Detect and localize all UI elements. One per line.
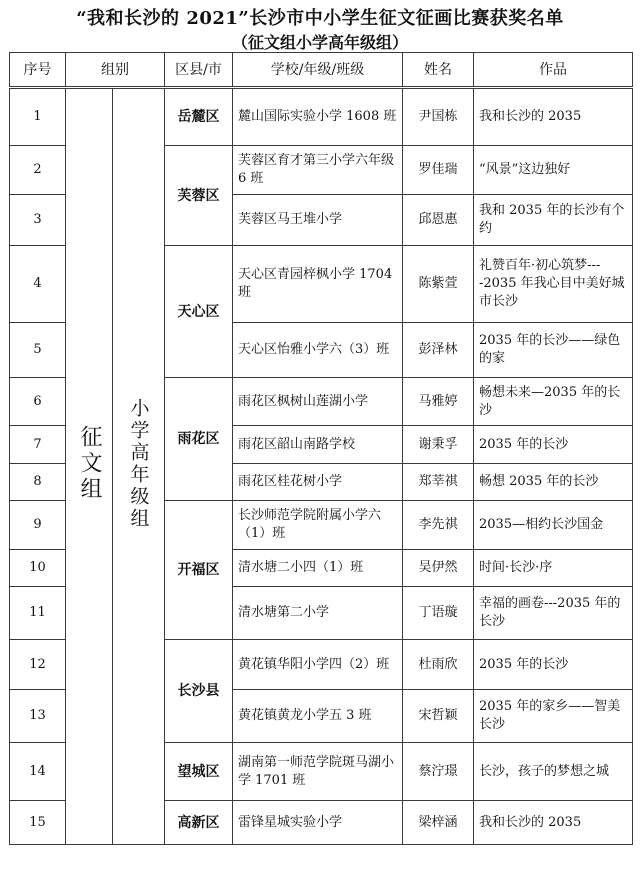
school-cell: 天心区怡雅小学六（3）班: [233, 323, 403, 378]
header-work: 作品: [474, 53, 633, 88]
name-cell: 杜雨欣: [403, 640, 474, 690]
work-cell: 2035 年的长沙: [474, 640, 633, 690]
award-table: [9, 52, 633, 845]
district-cell: 岳麓区: [165, 88, 233, 146]
district-cell: 天心区: [165, 246, 233, 378]
school-cell: 长沙师范学院附属小学六（1）班: [233, 501, 403, 550]
name-cell: 罗佳瑞: [403, 146, 474, 195]
name-cell: 马雅婷: [403, 378, 474, 426]
row-index: 9: [10, 501, 66, 550]
name-cell: 李先祺: [403, 501, 474, 550]
name-cell: 吴伊然: [403, 550, 474, 587]
page-subtitle: （征文组小学高年级组）: [231, 33, 408, 52]
work-cell: 畅想未来—2035 年的长沙: [474, 378, 633, 426]
district-cell: 望城区: [165, 743, 233, 801]
group-sub-label: 小学高年级组: [127, 397, 150, 530]
school-cell: 麓山国际实验小学 1608 班: [233, 88, 403, 146]
name-cell: 彭泽林: [403, 323, 474, 378]
work-cell: 畅想 2035 年的长沙: [474, 464, 633, 501]
row-index: 11: [10, 587, 66, 640]
district-cell: 芙蓉区: [165, 146, 233, 246]
row-index: 15: [10, 801, 66, 845]
name-cell: 宋哲颖: [403, 690, 474, 743]
name-cell: 邱恩惠: [403, 195, 474, 246]
name-cell: 尹国栋: [403, 88, 474, 146]
work-cell: 我和 2035 年的长沙有个约: [474, 195, 633, 246]
district-cell: 长沙县: [165, 640, 233, 743]
header-district: 区县/市: [165, 53, 233, 88]
work-cell: 我和长沙的 2035: [474, 801, 633, 845]
group-main-cell: [66, 88, 113, 845]
work-cell: 长沙，孩子的梦想之城: [474, 743, 633, 801]
name-cell: 梁梓涵: [403, 801, 474, 845]
row-index: 13: [10, 690, 66, 743]
school-cell: 黄花镇华阳小学四（2）班: [233, 640, 403, 690]
row-index: 2: [10, 146, 66, 195]
school-cell: 芙蓉区马王堆小学: [233, 195, 403, 246]
name-cell: 陈紫萱: [403, 246, 474, 323]
work-cell: 2035 年的长沙: [474, 426, 633, 464]
row-index: 14: [10, 743, 66, 801]
school-cell: 雨花区桂花树小学: [233, 464, 403, 501]
school-cell: 芙蓉区育才第三小学六年级 6 班: [233, 146, 403, 195]
work-cell: 礼赞百年·初心筑梦----2035 年我心目中美好城市长沙: [474, 246, 633, 323]
row-index: 7: [10, 426, 66, 464]
school-cell: 湖南第一师范学院斑马湖小学 1701 班: [233, 743, 403, 801]
row-index: 10: [10, 550, 66, 587]
work-cell: 2035—相约长沙国金: [474, 501, 633, 550]
table-row: [10, 88, 633, 146]
district-cell: 雨花区: [165, 378, 233, 501]
name-cell: 郑莘祺: [403, 464, 474, 501]
group-main-label: 征文组: [77, 424, 102, 503]
row-index: 4: [10, 246, 66, 323]
group-sub-cell: [113, 88, 165, 845]
row-index: 8: [10, 464, 66, 501]
header-index: 序号: [10, 53, 66, 88]
name-cell: 谢秉孚: [403, 426, 474, 464]
row-index: 12: [10, 640, 66, 690]
name-cell: 蔡泞璟: [403, 743, 474, 801]
district-cell: 开福区: [165, 501, 233, 640]
header-school: 学校/年级/班级: [233, 53, 403, 88]
district-cell: 高新区: [165, 801, 233, 845]
work-cell: 幸福的画卷---2035 年的长沙: [474, 587, 633, 640]
work-cell: 时间·长沙·序: [474, 550, 633, 587]
school-cell: 雨花区枫树山莲湖小学: [233, 378, 403, 426]
row-index: 1: [10, 88, 66, 146]
page-title: “我和长沙的 2021”长沙市中小学生征文征画比赛获奖名单: [76, 8, 564, 29]
name-cell: 丁语璇: [403, 587, 474, 640]
school-cell: 雨花区韶山南路学校: [233, 426, 403, 464]
header-group: 组别: [66, 53, 165, 88]
row-index: 3: [10, 195, 66, 246]
school-cell: 黄花镇黄龙小学五 3 班: [233, 690, 403, 743]
school-cell: 清水塘二小四（1）班: [233, 550, 403, 587]
work-cell: 2035 年的长沙——绿色的家: [474, 323, 633, 378]
school-cell: 清水塘第二小学: [233, 587, 403, 640]
work-cell: 2035 年的家乡——智美长沙: [474, 690, 633, 743]
work-cell: 我和长沙的 2035: [474, 88, 633, 146]
header-name: 姓名: [403, 53, 474, 88]
row-index: 5: [10, 323, 66, 378]
work-cell: “风景”这边独好: [474, 146, 633, 195]
row-index: 6: [10, 378, 66, 426]
school-cell: 雷锋星城实验小学: [233, 801, 403, 845]
school-cell: 天心区青园梓枫小学 1704 班: [233, 246, 403, 323]
table-header-row: [10, 53, 633, 88]
